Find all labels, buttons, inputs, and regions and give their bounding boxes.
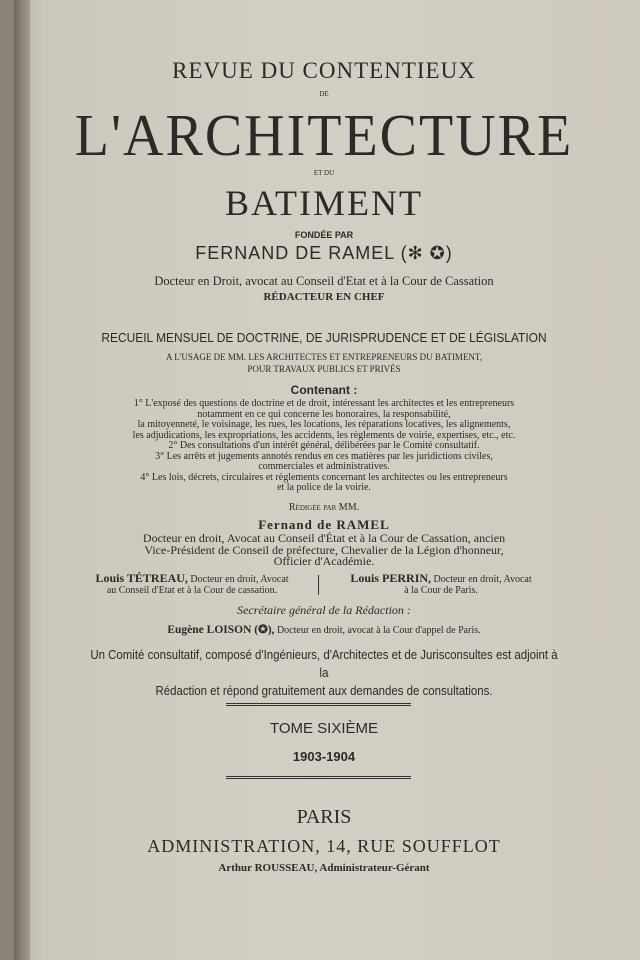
editor-desc: à la Cour de Paris.	[404, 585, 478, 596]
editor-name: Louis TÉTREAU,	[95, 571, 188, 585]
contents-line: 2° Des consultations d'un intérêt général, délibérées par le Comité consultatif.	[168, 440, 480, 451]
editor-tetreau	[72, 573, 312, 596]
secretary-heading: Secrétaire général de la Rédaction :	[237, 603, 411, 617]
editor-desc: au Conseil d'Etat et à la Cour de cassation.	[106, 585, 278, 596]
main-editor-name: Fernand de RAMEL	[258, 517, 390, 532]
founder-name: FERNAND DE RAMEL (✻ ✪)	[195, 243, 453, 263]
imprint-city: PARIS	[296, 806, 352, 828]
subtitle-line2: A L'USAGE DE MM. LES ARCHITECTES ET ENTREPRENEURS DU BATIMENT,	[165, 352, 483, 362]
main-editor-description	[54, 533, 594, 568]
imprint-admin	[54, 862, 594, 874]
desc-line: Vice-Président de Conseil de préfecture, Chevalier de la Légion d'honneur,	[144, 542, 504, 557]
journal-title: L'ARCHITECTURE	[74, 103, 574, 169]
column-divider	[318, 575, 319, 595]
editor-desc: Docteur en droit, Avocat	[190, 574, 289, 585]
contents-heading: Contenant :	[290, 383, 358, 397]
contents-line: 1° L'exposé des questions de doctrine et de droit, intéressant les architectes et les entrepreneurs	[133, 398, 515, 409]
editor-desc: Docteur en droit, Avocat	[433, 574, 532, 585]
divider-rule	[226, 776, 411, 782]
editor-perrin	[326, 573, 556, 596]
imprint-address: ADMINISTRATION, 14, RUE SOUFFLOT	[147, 836, 501, 856]
tome-label: TOME SIXIÈME	[269, 720, 379, 737]
founded-by-label: FONDÉE PAR	[294, 230, 354, 240]
desc-line: Officier d'Académie.	[273, 554, 375, 568]
de-label: DE	[319, 90, 329, 98]
committee-note	[86, 646, 561, 700]
years-label: 1903-1904	[292, 749, 356, 764]
secretary-description: Docteur en droit, avocat à la Cour d'appel de Paris.	[276, 625, 481, 636]
founder-description: Docteur en Droit, avocat au Conseil d'Etat et à la Cour de Cassation	[154, 274, 494, 288]
title-page	[14, 0, 640, 960]
contents-line: et la police de la voirie.	[277, 482, 371, 493]
contents-line: notamment en ce qui concerne les honoraires, la responsabilité,	[197, 408, 451, 420]
editor-in-chief-label: RÉDACTEUR EN CHEF	[263, 291, 385, 303]
contents-line: les adjudications, les expropriations, les accidents, les règlements de voirie, expertises, etc., etc.	[132, 429, 516, 441]
contents-line: 3° Les arrêts et jugements annotés rendus en ces matières par les juridictions civiles,	[155, 450, 493, 462]
admin-name: Arthur ROUSSEAU,	[218, 862, 318, 874]
admin-role: Administrateur-Gérant	[319, 862, 430, 874]
contents-list	[54, 399, 594, 494]
desc-line: Docteur en droit, Avocat au Conseil d'État et à la Cour de Cassation, ancien	[142, 531, 506, 545]
committee-line: Un Comité consultatif, composé d'Ingénieurs, d'Architectes et de Jurisconsultes est adjoint à la	[90, 647, 558, 680]
committee-line: Rédaction et répond gratuitement aux demandes de consultations.	[155, 683, 493, 698]
contents-line: la mitoyenneté, le voisinage, les rues, les locations, les réparations locatives, les alignements,	[137, 419, 511, 430]
divider-rule	[226, 703, 411, 709]
contents-line: 4° Les lois, décrets, circulaires et règlements concernant les architectes ou les entrepreneurs	[140, 471, 508, 483]
contents-line: commerciales et administratives.	[258, 461, 390, 472]
secretary-line	[54, 622, 594, 636]
subtitle-line1: RECUEIL MENSUEL DE DOCTRINE, DE JURISPRUDENCE ET DE LÉGISLATION	[101, 330, 547, 345]
et-du-label: ET DU	[313, 169, 335, 177]
secretary-name: Eugène LOISON (✪),	[167, 624, 275, 636]
journal-title-line1: REVUE DU CONTENTIEUX	[172, 58, 476, 83]
editor-name: Louis PERRIN,	[350, 571, 432, 585]
journal-title2: BATIMENT	[225, 183, 423, 223]
page-edge	[14, 0, 30, 960]
subtitle-line3: POUR TRAVAUX PUBLICS ET PRIVÉS	[247, 364, 401, 374]
editors-heading: Rédigée par MM.	[288, 502, 360, 513]
